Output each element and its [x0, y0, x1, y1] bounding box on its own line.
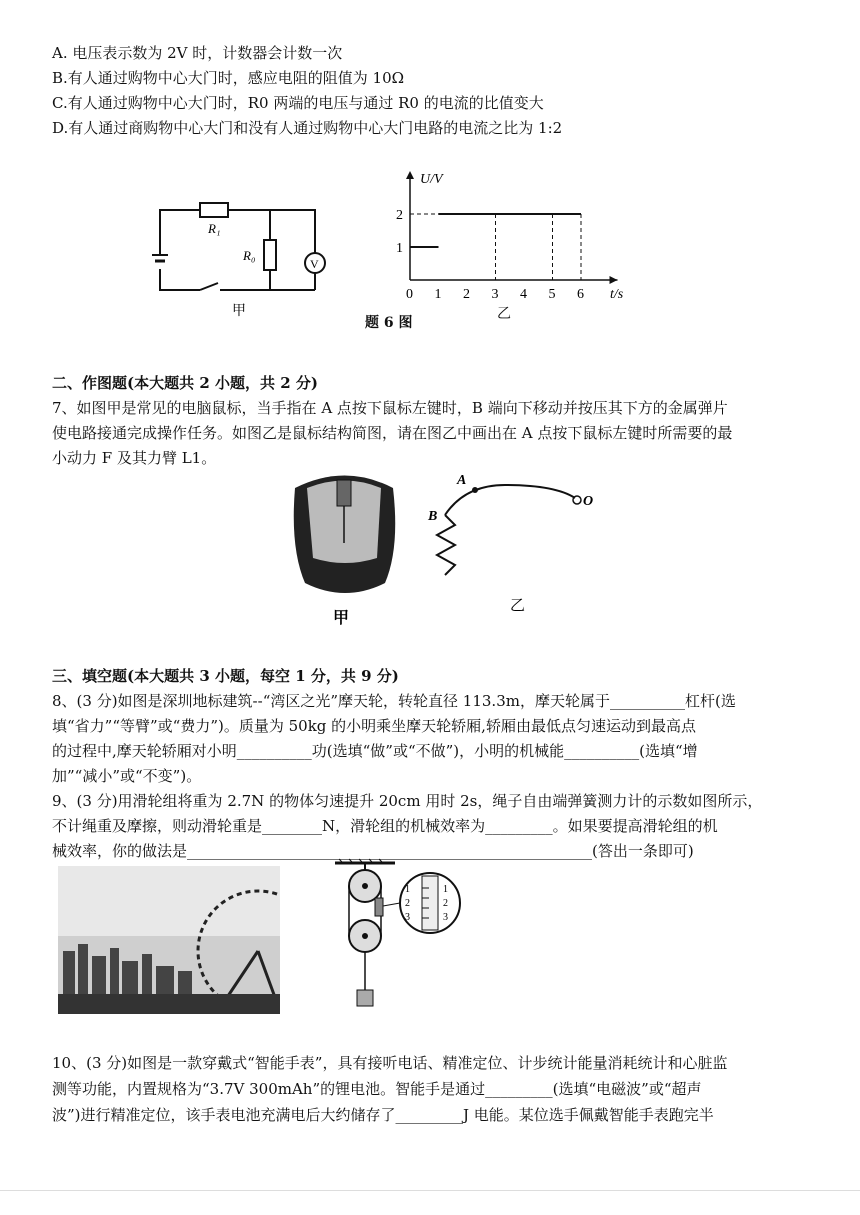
section-2-heading: 二、作图题(本大题共 2 小题，共 2 分) — [52, 374, 318, 392]
svg-text:3: 3 — [443, 912, 448, 923]
ferris-wheel-photo — [58, 866, 280, 1014]
mouse-photo — [285, 468, 405, 628]
option-a: A. 电压表示数为 2V 时，计数器会计数一次 — [52, 44, 343, 62]
x-tick-label: 4 — [520, 287, 527, 302]
point-a-label: A — [457, 473, 467, 488]
q8-line-1: 8、(3 分)如图是深圳地标建筑--“湾区之光”摩天轮，转轮直径 113.3m，摩天轮属于__________杠杆(选 — [52, 692, 736, 710]
lever-caption: 乙 — [510, 598, 526, 614]
x-axis-label: t/s — [610, 287, 624, 302]
q9-line-3: 械效率，你的做法是______________________________________________________(答出一条即可) — [52, 842, 694, 860]
lever-diagram — [425, 470, 605, 620]
q7-line-3: 小动力 F 及其力臂 L1。 — [52, 449, 217, 467]
q8-line-4: 加”“减小”或“不变”)。 — [52, 767, 202, 785]
x-tick-label: 6 — [577, 287, 584, 302]
voltmeter-label: V — [310, 257, 319, 271]
svg-text:2: 2 — [443, 898, 448, 909]
q8-line-2: 填“省力”“等臂”或“费力”)。质量为 50kg 的小明乘坐摩天轮轿厢,轿厢由最低点匀速运动到最高点 — [52, 717, 696, 735]
q8-line-3: 的过程中,摩天轮轿厢对小明__________功(选填“做”或“不做”)，小明的机械能__________(选填“增 — [52, 742, 698, 760]
y-tick-label: 2 — [396, 208, 403, 223]
mouse-caption: 甲 — [333, 610, 350, 627]
point-o-label: O — [583, 494, 594, 509]
x-tick-label: 0 — [406, 287, 413, 302]
q10-line-1: 10、(3 分)如图是一款穿戴式“智能手表”，具有接听电话、精准定位、计步统计能量消耗统计和心脏监 — [52, 1054, 728, 1072]
svg-text:1: 1 — [443, 884, 448, 895]
x-tick-label: 1 — [434, 287, 442, 302]
r1-label: R₁ — [208, 221, 221, 236]
point-b-label: B — [428, 509, 438, 524]
y-axis-arrow — [406, 171, 414, 179]
q9-line-1: 9、(3 分)用滑轮组将重为 2.7N 的物体匀速提升 20cm 用时 2s，绳子自由端弹簧测力计的示数如图所示， — [52, 792, 763, 810]
svg-text:2: 2 — [405, 898, 410, 909]
section-3-heading: 三、填空题(本大题共 3 小题，每空 1 分，共 9 分) — [52, 667, 399, 685]
option-b: B.有人通过购物中心大门时，感应电阻的阻值为 10Ω — [52, 69, 405, 87]
svg-text:1: 1 — [405, 884, 410, 895]
x-tick-label: 5 — [548, 287, 556, 302]
pulley-system-diagram — [325, 858, 465, 1018]
q7-line-2: 使电路接通完成操作任务。如图乙是鼠标结构简图，请在图乙中画出在 A 点按下鼠标左键时所需要的最 — [52, 424, 733, 442]
option-c: C.有人通过购物中心大门时，R0 两端的电压与通过 R0 的电流的比值变大 — [52, 94, 544, 112]
r0-label: R₀ — [243, 248, 256, 263]
voltage-time-graph — [390, 165, 640, 305]
graph-caption: 乙 — [497, 306, 511, 322]
q9-line-2: 不计绳重及摩擦，则动滑轮重是________N，滑轮组的机械效率为_________。如果要提高滑轮组的机 — [52, 817, 718, 835]
circuit-caption: 甲 — [232, 304, 246, 319]
option-d: D.有人通过商购物中心大门和没有人通过购物中心大门电路的电流之比为 1:2 — [52, 119, 563, 137]
q10-line-2: 测等功能，内置规格为“3.7V 300mAh”的锂电池。智能手是通过_________(选填“电磁波”或“超声 — [52, 1080, 702, 1098]
y-axis-label: U/V — [420, 172, 443, 187]
y-tick-label: 1 — [396, 241, 403, 256]
x-tick-label: 3 — [491, 287, 499, 302]
page-bottom-rule — [0, 1190, 860, 1191]
figure-6-title: 题 6 图 — [365, 315, 413, 331]
q10-line-3: 波”)进行精准定位，该手表电池充满电后大约储存了_________J 电能。某位选手佩戴智能手表跑完半 — [52, 1106, 714, 1124]
x-axis-arrow — [610, 276, 618, 284]
x-tick-label: 2 — [463, 287, 470, 302]
q7-line-1: 7、如图甲是常见的电脑鼠标，当手指在 A 点按下鼠标左键时，B 端向下移动并按压其下方的金属弹片 — [52, 399, 728, 417]
circuit-diagram — [140, 195, 340, 325]
svg-text:3: 3 — [405, 912, 410, 923]
